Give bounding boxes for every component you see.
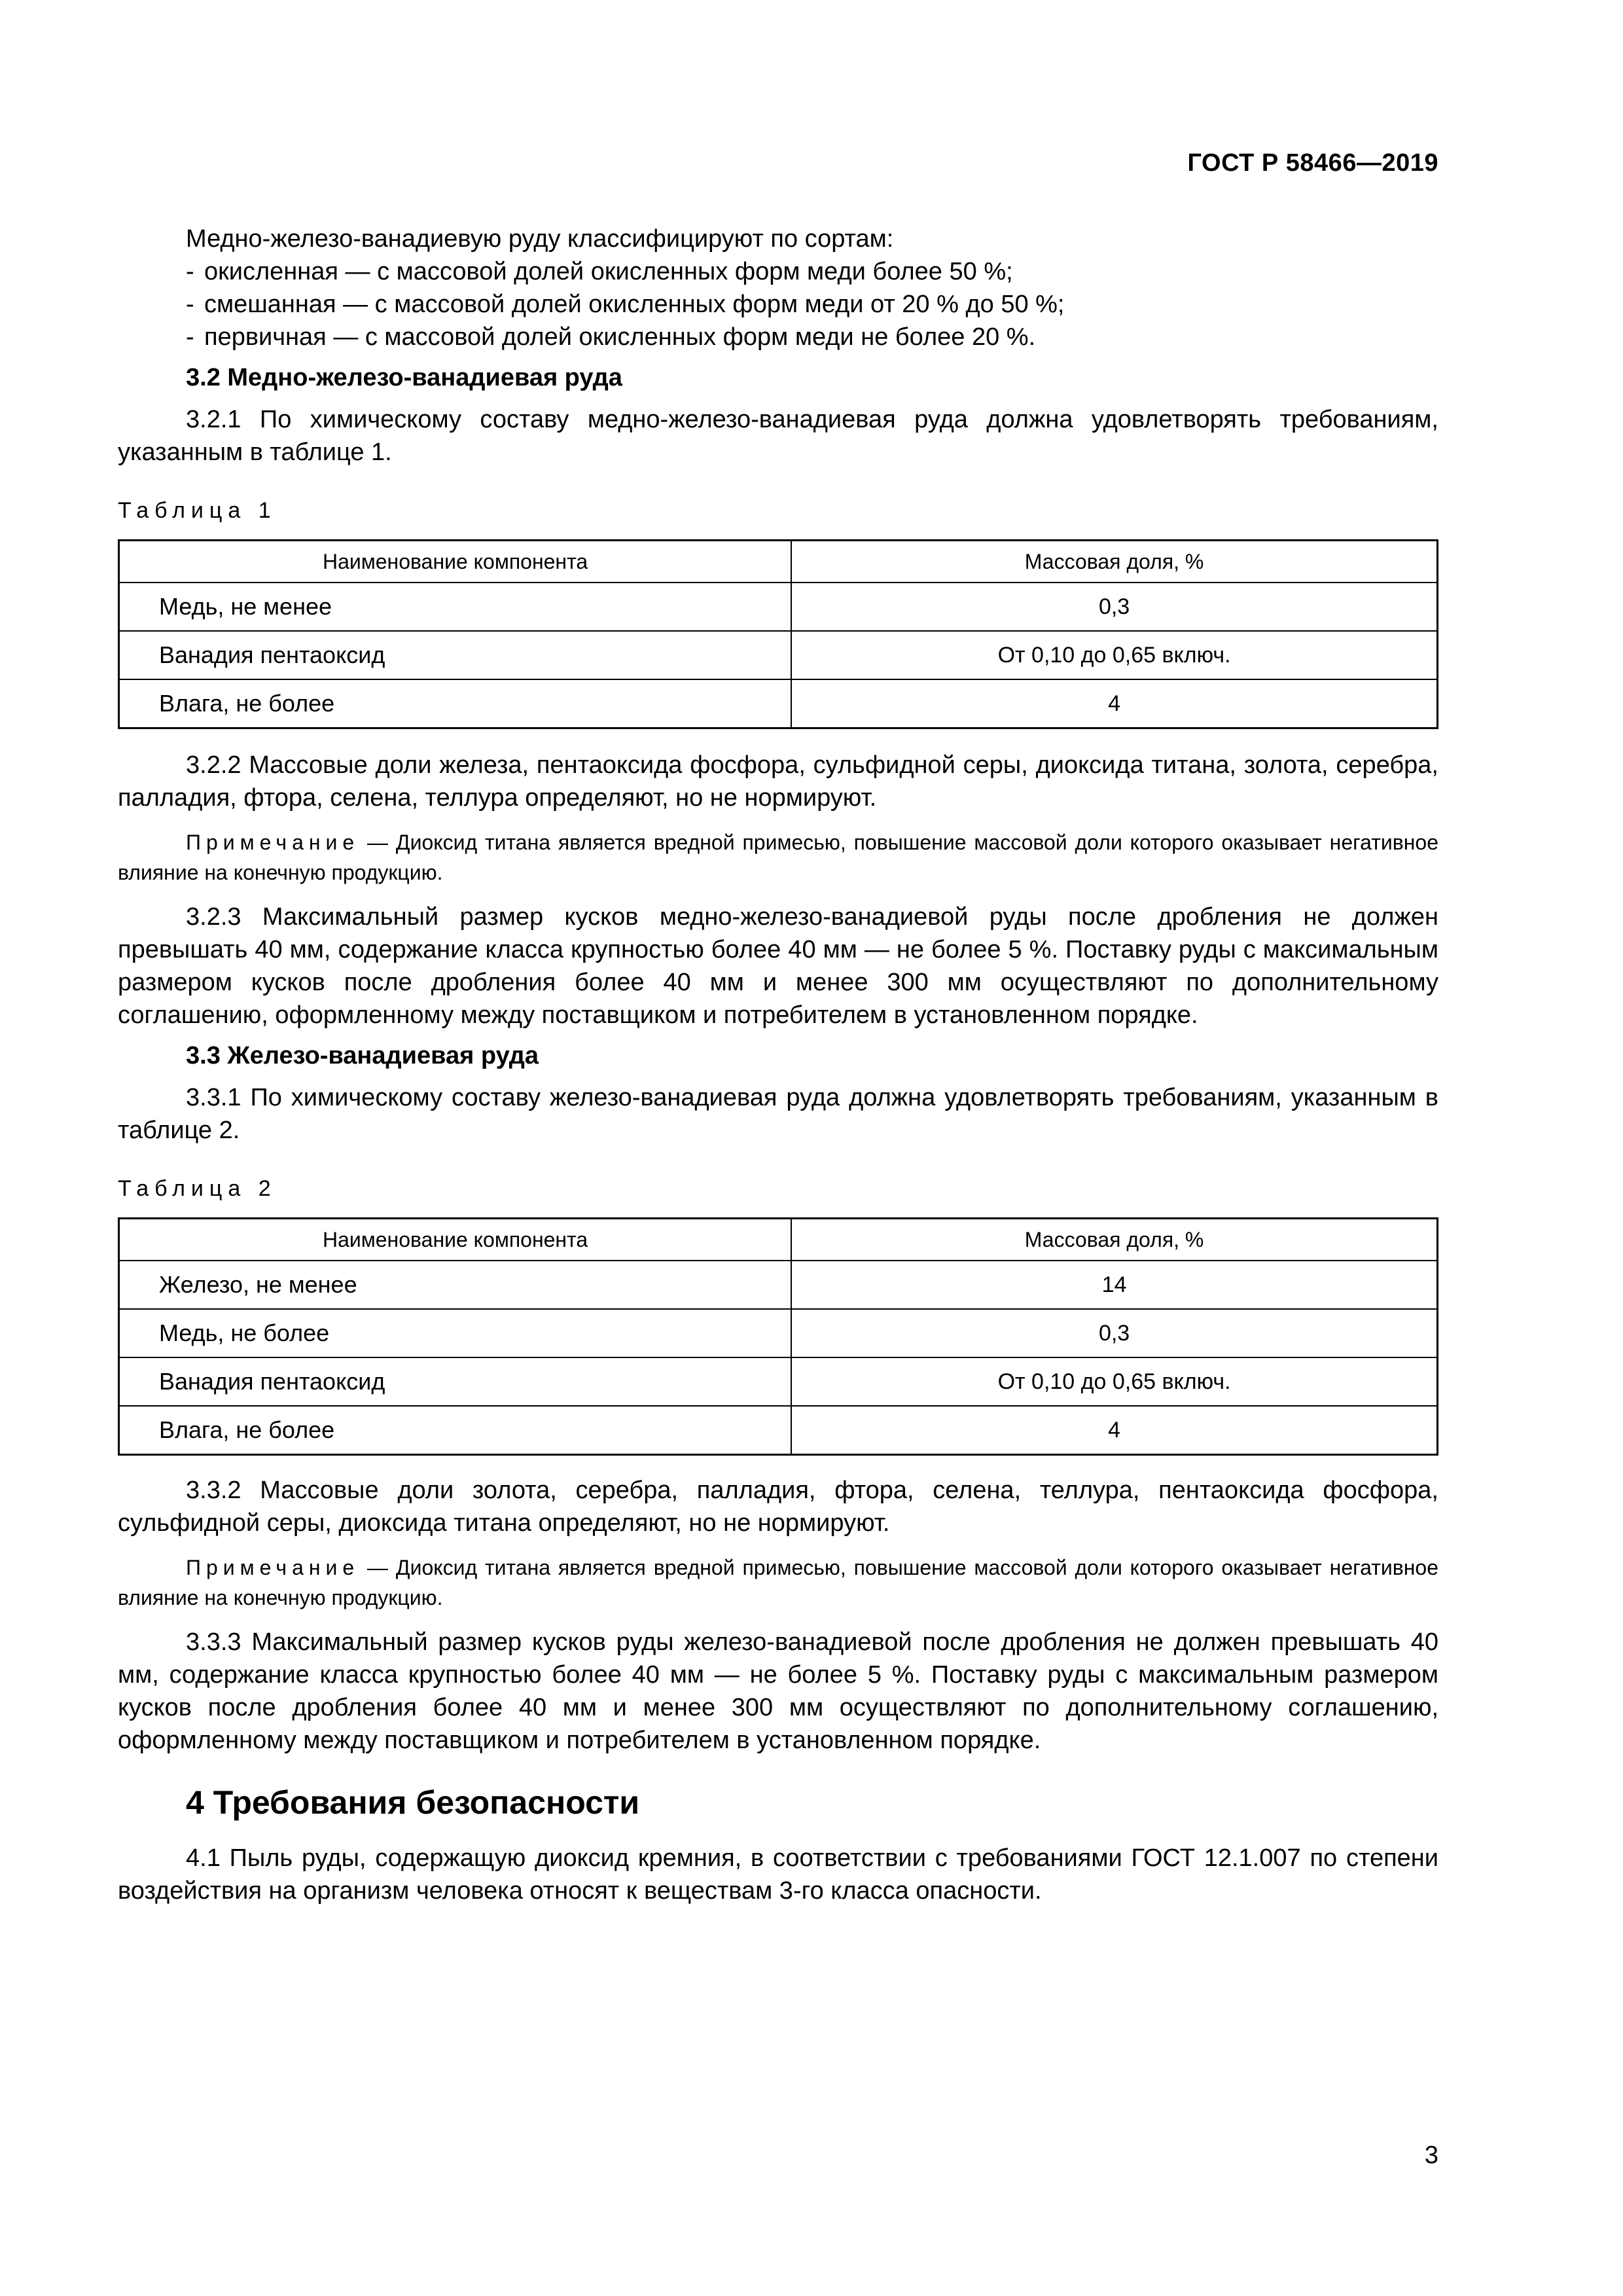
table-row [119, 1261, 1438, 1309]
paragraph-3-3-3: 3.3.3 Максимальный размер кусков руды железо-ванадиевой после дробления не должен превышать 40 мм, содержание класса крупностью более 40 мм — не более 5 %. Поставку руды с максимальным размером кусков после дробления более 40 мм и менее 300 мм осуществляют по дополнительному соглашению, оформленному между поставщиком и потребителем в установленном порядке. [118, 1628, 1438, 1754]
note-label: Примечание [186, 1556, 360, 1579]
table-row [119, 583, 1438, 631]
table-row [119, 1357, 1438, 1406]
section-4-title: 4 Требования безопасности [186, 1784, 640, 1821]
section-3-3-heading: 3.3 Железо-ванадиевая руда [186, 1042, 539, 1069]
list-item: - смешанная — с массовой долей окисленных форм меди от 20 % до 50 %; [186, 291, 1065, 318]
paragraph-4-1: 4.1 Пыль руды, содержащую диоксид кремния, в соответствии с требованиями ГОСТ 12.1.007 по степени воздействия на организм человека относят к веществам 3-го класса опасности. [118, 1844, 1438, 1905]
component-name: Ванадия пентаоксид [119, 631, 792, 679]
table-row [119, 1406, 1438, 1455]
table-row [119, 1309, 1438, 1357]
table-1 [118, 539, 1438, 729]
note-3-2 [118, 827, 1438, 888]
table-2-caption: Таблица 2 [118, 1176, 277, 1201]
component-name: Железо, не менее [119, 1261, 792, 1309]
component-value: 14 [791, 1261, 1437, 1309]
component-name: Влага, не более [119, 679, 792, 728]
paragraph-3-3-1: 3.3.1 По химическому составу железо-ванадиевая руда должна удовлетворять требованиям, указанным в таблице 2. [118, 1084, 1438, 1144]
note-text: — Диоксид титана является вредной примесью, повышение массовой доли которого оказывает негативное влияние на конечную продукцию. [118, 831, 1438, 884]
table-header-row [119, 541, 1438, 583]
page-number: 3 [1424, 2142, 1438, 2169]
paragraph-3-2-3: 3.2.3 Максимальный размер кусков медно-железо-ванадиевой руды после дробления не должен превышать 40 мм, содержание класса крупностью более 40 мм — не более 5 %. Поставку руды с максимальным размером кусков после дробления более 40 мм и менее 300 мм осуществляют по дополнительному соглашению, оформленному между поставщиком и потребителем в установленном порядке. [118, 903, 1438, 1029]
paragraph-3-3-2: 3.3.2 Массовые доли золота, серебра, палладия, фтора, селена, теллура, пентаоксида фосфора, сульфидной серы, диоксида титана определяют, но не нормируют. [118, 1477, 1438, 1537]
column-header-value: Массовая доля, % [791, 541, 1437, 583]
page-content [118, 223, 1438, 1907]
note-label: Примечание [186, 831, 360, 854]
paragraph-3-2-1: 3.2.1 По химическому составу медно-железо-ванадиевая руда должна удовлетворять требованиям, указанным в таблице 1. [118, 406, 1438, 466]
note-3-3 [118, 1552, 1438, 1613]
table-header-row [119, 1219, 1438, 1261]
component-name: Медь, не менее [119, 583, 792, 631]
component-name: Ванадия пентаоксид [119, 1357, 792, 1406]
component-name: Медь, не более [119, 1309, 792, 1357]
component-value: 0,3 [791, 583, 1437, 631]
column-header-name: Наименование компонента [119, 541, 792, 583]
table-row [119, 679, 1438, 728]
note-text: — Диоксид титана является вредной примесью, повышение массовой доли которого оказывает негативное влияние на конечную продукцию. [118, 1556, 1438, 1609]
paragraph-3-2-2: 3.2.2 Массовые доли железа, пентаоксида фосфора, сульфидной серы, диоксида титана, золота, серебра, палладия, фтора, селена, теллура определяют, но не нормируют. [118, 751, 1438, 812]
component-value: От 0,10 до 0,65 включ. [791, 631, 1437, 679]
table-1-caption: Таблица 1 [118, 498, 277, 523]
list-item: - первичная — с массовой долей окисленных форм меди не более 20 %. [186, 323, 1036, 351]
component-value: 0,3 [791, 1309, 1437, 1357]
column-header-value: Массовая доля, % [791, 1219, 1437, 1261]
table-row [119, 631, 1438, 679]
list-item: - окисленная — с массовой долей окисленных форм меди более 50 %; [186, 258, 1013, 285]
classification-lead: Медно-железо-ванадиевую руду классифицируют по сортам: [186, 225, 894, 253]
table-2 [118, 1217, 1438, 1456]
component-value: От 0,10 до 0,65 включ. [791, 1357, 1437, 1406]
section-3-2-heading: 3.2 Медно-железо-ванадиевая руда [186, 364, 622, 391]
document-id: ГОСТ Р 58466—2019 [1187, 149, 1438, 177]
component-value: 4 [791, 679, 1437, 728]
component-name: Влага, не более [119, 1406, 792, 1455]
grade-list [118, 255, 1438, 353]
column-header-name: Наименование компонента [119, 1219, 792, 1261]
component-value: 4 [791, 1406, 1437, 1455]
